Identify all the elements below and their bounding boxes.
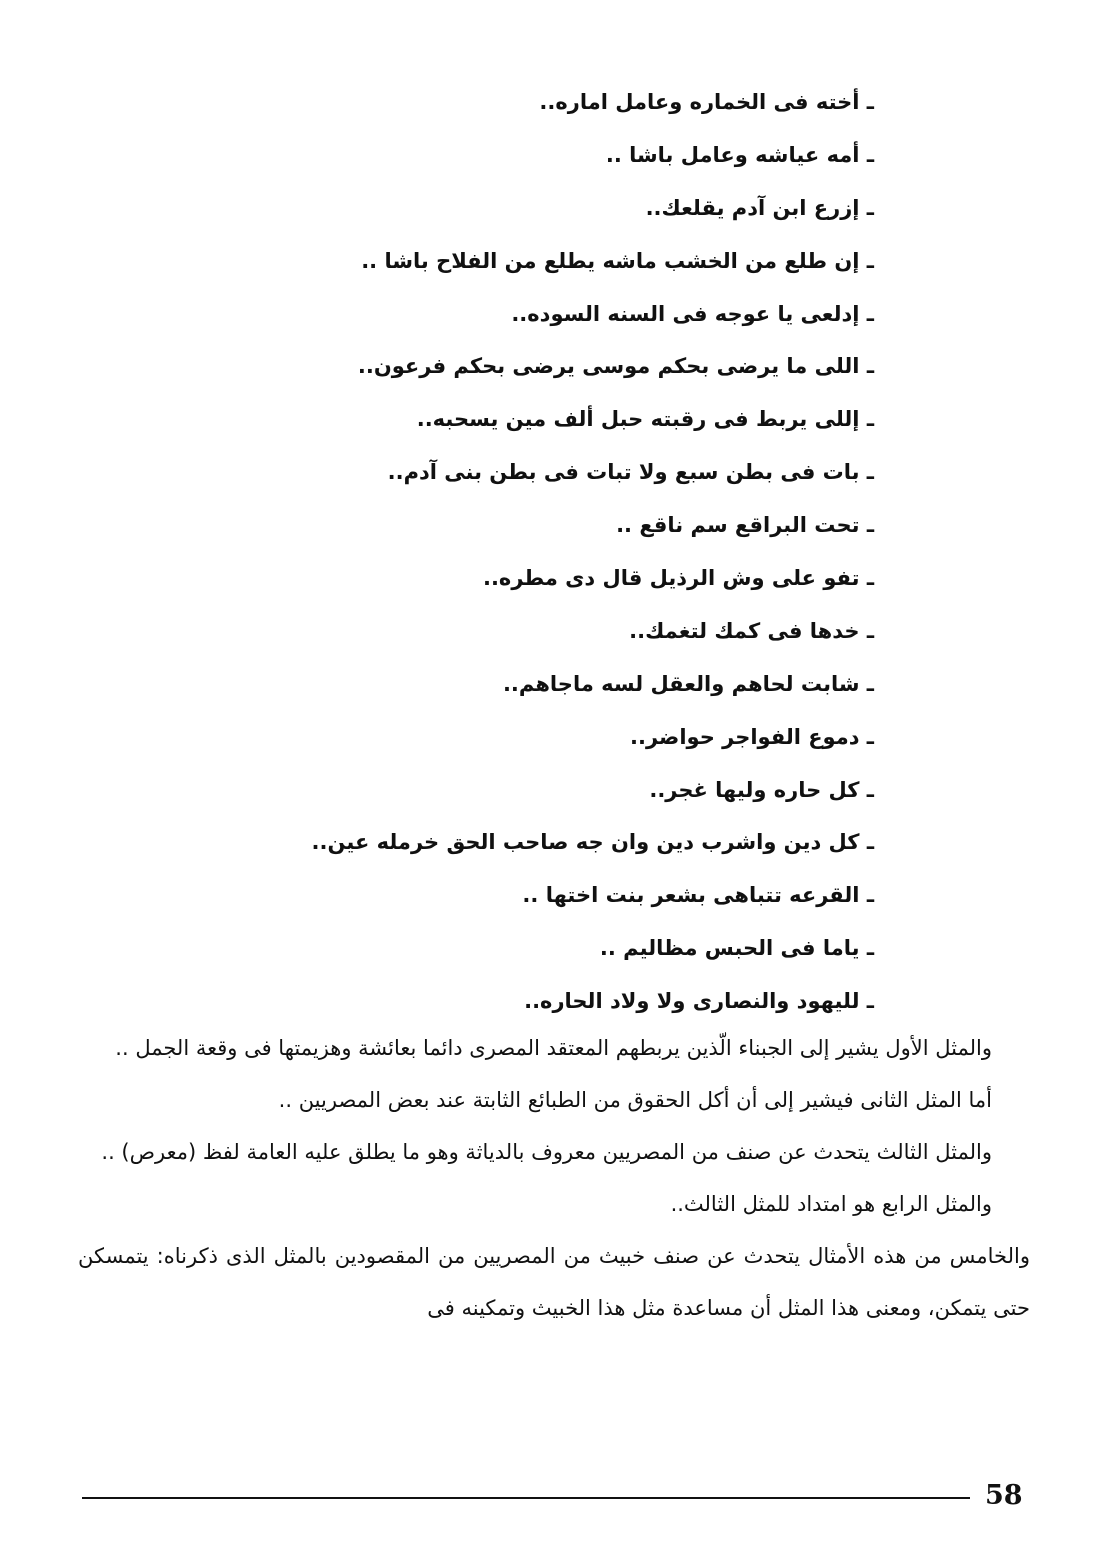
proverb-item: ـ إللى يربط فى رقبته حبل ألف مين يسحبه.. <box>416 407 874 432</box>
paragraph-third-proverb: والمثل الثالث يتحدث عن صنف من المصريين معروف بالدياثة وهو ما يطلق عليه العامة لفظ (معرص) .. <box>101 1140 992 1164</box>
proverb-item: ـ كل حاره وليها غجر.. <box>649 777 874 802</box>
footer-divider <box>82 1497 970 1499</box>
page-number: 58 <box>985 1480 1023 1511</box>
proverb-item: ـ القرعه تتباهى بشعر بنت اختها .. <box>522 883 874 908</box>
proverb-item: ـ خدها فى كمك لتغمك.. <box>629 618 874 643</box>
proverb-item: ـ أخته فى الخماره وعامل اماره.. <box>539 90 874 114</box>
paragraph-fifth-proverb: والخامس من هذه الأمثال يتحدث عن صنف خبيث من المصريين من المقصودين بالمثل الذى ذكرناه: يتمسكن حتى يتمكن، ومعنى هذا المثل أن مساعدة مثل هذا الخبيث وتمكينه فى <box>78 1244 1030 1320</box>
proverb-item: ـ دموع الفواجر حواضر.. <box>630 724 874 749</box>
proverb-list <box>234 76 874 1028</box>
proverb-item: ـ لليهود والنصارى ولا ولاد الحاره.. <box>524 989 874 1014</box>
proverb-item: ـ إزرع ابن آدم يقلعك.. <box>645 195 874 220</box>
proverb-item: ـ إدلعى يا عوجه فى السنه السوده.. <box>511 301 874 326</box>
proverb-item: ـ كل دين واشرب دين وان جه صاحب الحق خرمله عين.. <box>311 830 874 855</box>
proverb-item: ـ تحت البراقع سم ناقع .. <box>616 513 874 538</box>
body-text <box>78 1022 1030 1334</box>
paragraph-fourth-proverb: والمثل الرابع هو امتداد للمثل الثالث.. <box>670 1192 992 1216</box>
proverb-item: ـ أمه عياشه وعامل باشا .. <box>605 142 874 167</box>
proverb-item: ـ ياما فى الحبس مظاليم .. <box>599 936 874 961</box>
proverb-item: ـ بات فى بطن سبع ولا تبات فى بطن بنى آدم.. <box>387 460 874 485</box>
proverb-item: ـ شابت لحاهم والعقل لسه ماجاهم.. <box>502 671 874 696</box>
proverb-item: ـ اللى ما يرضى بحكم موسى يرضى بحكم فرعون.. <box>357 354 874 379</box>
proverb-item: ـ إن طلع من الخشب ماشه يطلع من الفلاح باشا .. <box>361 248 874 273</box>
proverb-item: ـ تفو على وش الرذيل قال دى مطره.. <box>482 566 874 591</box>
paragraph-first-proverb: والمثل الأول يشير إلى الجبناء الّذين يربطهم المعتقد المصرى دائما بعائشة وهزيمتها فى وقعة الجمل .. <box>115 1036 992 1060</box>
paragraph-second-proverb: أما المثل الثانى فيشير إلى أن أكل الحقوق من الطبائع الثابتة عند بعض المصريين .. <box>278 1088 992 1112</box>
